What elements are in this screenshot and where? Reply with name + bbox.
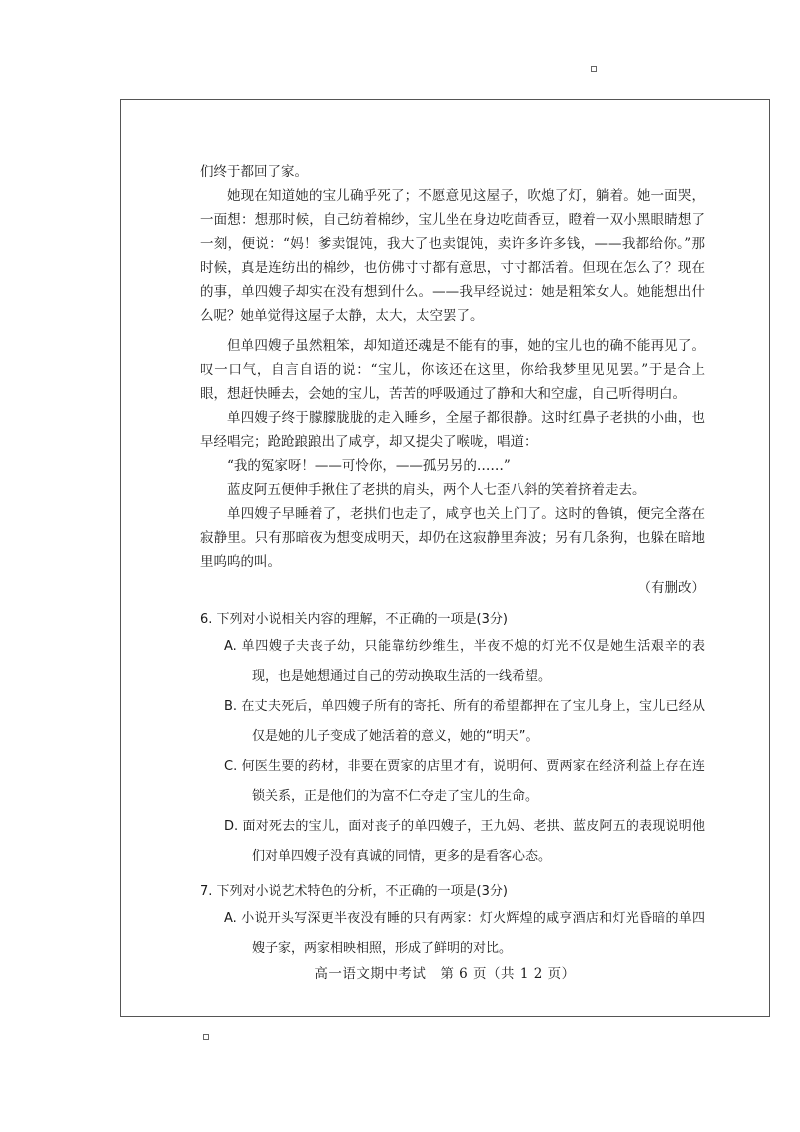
question-6-option-b: B. 在丈夫死后，单四嫂子所有的寄托、所有的希望都押在了宝儿身上，宝儿已经从仅是她的儿子变成了她活着的意义，她的“明天”。 — [224, 699, 705, 744]
scan-corner-mark-top — [591, 66, 597, 72]
scan-corner-mark-bottom — [203, 1034, 209, 1040]
page-content — [200, 160, 705, 964]
question-6-option-d: D. 面对死去的宝儿，面对丧子的单四嫂子，王九妈、老拱、蓝皮阿五的表现说明他们对单四嫂子没有真诚的同情，更多的是看客心态。 — [224, 819, 705, 864]
passage-paragraph: 们终于都回了家。 — [200, 164, 308, 180]
source-note: （有删改） — [637, 580, 705, 596]
question-6-option-c: C. 何医生要的药材，非要在贾家的店里才有，说明何、贾两家在经济利益上存在连锁关系，正是他们的为富不仁夺走了宝儿的生命。 — [224, 759, 705, 804]
question-7-title: 7. 下列对小说艺术特色的分析，不正确的一项是(3分) — [200, 884, 508, 899]
page-footer: 高一语文期中考试 第 6 页（共 1 2 页） — [314, 966, 576, 982]
passage-paragraph: “我的冤家呀！——可怜你，——孤另另的……” — [227, 458, 511, 474]
question-7-option-a: A. 小说开头写深更半夜没有睡的只有两家：灯火辉煌的咸亨酒店和灯光昏暗的单四嫂子家，两家相映相照，形成了鲜明的对比。 — [224, 911, 705, 956]
question-6-option-a: A. 单四嫂子夫丧子幼，只能靠纺纱维生，半夜不熄的灯光不仅是她生活艰辛的表现，也是她想通过自己的劳动换取生活的一线希望。 — [224, 639, 705, 684]
passage-paragraph: 蓝皮阿五便伸手揪住了老拱的肩头，两个人七歪八斜的笑着挤着走去。 — [227, 482, 646, 498]
passage-paragraph: 她现在知道她的宝儿确乎死了；不愿意见这屋子，吹熄了灯，躺着。她一面哭，一面想：想那时候，自己纺着棉纱，宝儿坐在身边吃茴香豆，瞪着一双小黑眼睛想了一刻，便说：“妈！爹卖馄饨，我大了也卖馄饨，卖许多许多钱，——我都给你。”那时候，真是连纺出的棉纱，也仿佛寸寸都有意思，寸寸都活着。但现在怎么了？现在的事，单四嫂子却实在没有想到什么。——我早经说过：她是粗笨女人。她能想出什么呢？她单觉得这屋子太静，太大，太空罢了。 — [200, 188, 705, 324]
passage-paragraph: 但单四嫂子虽然粗笨，却知道还魂是不能有的事，她的宝儿也的确不能再见了。叹一口气，自言自语的说：“宝儿，你该还在这里，你给我梦里见见罢。”于是合上眼，想赶快睡去，会她的宝儿，苦苦的呼吸通过了静和大和空虚，自己听得明白。 — [200, 338, 705, 402]
passage-paragraph: 单四嫂子终于朦朦胧胧的走入睡乡，全屋子都很静。这时红鼻子老拱的小曲，也早经唱完；跄跄踉踉出了咸亨，却又提尖了喉咙，唱道： — [200, 410, 705, 450]
passage-paragraph: 单四嫂子早睡着了，老拱们也走了，咸亨也关上门了。这时的鲁镇，便完全落在寂静里。只有那暗夜为想变成明天，却仍在这寂静里奔波；另有几条狗，也躲在暗地里呜呜的叫。 — [200, 506, 705, 570]
question-6-title: 6. 下列对小说相关内容的理解，不正确的一项是(3分) — [200, 612, 508, 627]
